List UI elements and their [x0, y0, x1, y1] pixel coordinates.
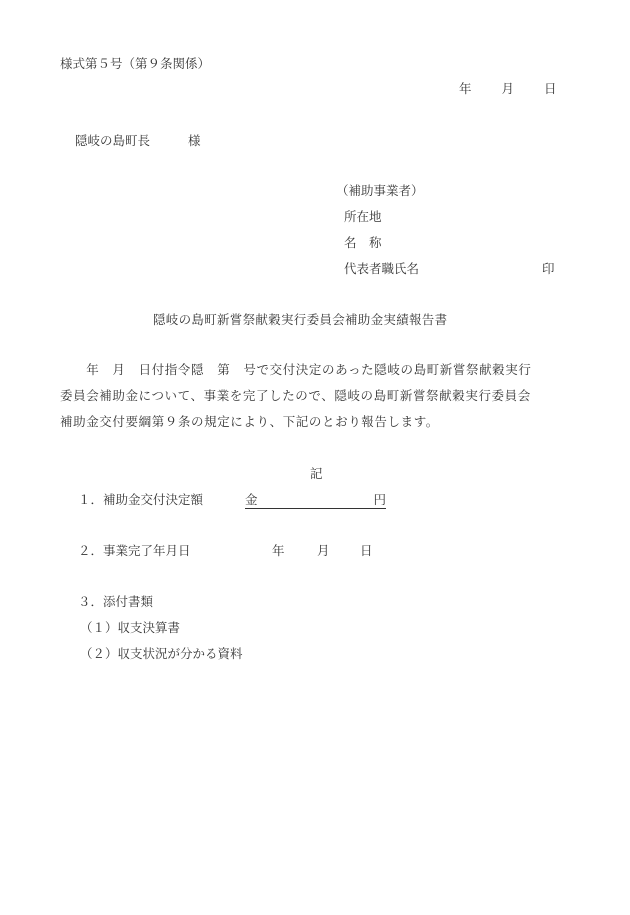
item-1-amount-field	[245, 492, 386, 513]
form-number: 様式第５号（第９条関係）	[60, 56, 211, 71]
item-2-month: 月	[317, 543, 330, 558]
seal-mark: 印	[542, 261, 555, 276]
attachment-1	[80, 620, 180, 636]
item-2-day: 日	[360, 543, 373, 558]
item-2-number: ２．	[78, 543, 104, 558]
addressee-name: 隠岐の島町長	[75, 133, 151, 148]
addressee	[75, 133, 150, 149]
item-1-number: １．	[78, 492, 104, 507]
applicant-representative-label: 代表者職氏名	[344, 261, 420, 276]
body-line-1: 年 月 日付指令隠 第 号で交付決定のあった隠岐の島町新嘗祭献穀実行	[60, 362, 532, 377]
item-1-label: 補助金交付決定額	[103, 492, 204, 507]
date-year-label: 年	[459, 81, 472, 96]
document-title: 隠岐の島町新嘗祭献穀実行委員会補助金実績報告書	[153, 312, 448, 327]
attachment-1-number: （１）	[80, 620, 118, 635]
applicant-address-label: 所在地	[344, 209, 382, 224]
date-month-label: 月	[501, 81, 515, 96]
amount-prefix: 金	[245, 492, 258, 507]
item-2	[78, 543, 191, 559]
item-3-number: ３．	[78, 594, 104, 609]
attachment-1-label: 収支決算書	[117, 620, 181, 635]
item-3	[78, 594, 153, 610]
addressee-honorific: 様	[188, 133, 201, 148]
attachment-2-label: 収支状況が分かる資料	[117, 646, 243, 661]
body-line-2: 委員会補助金について、事業を完了したので、隠岐の島町新嘗祭献穀実行委員会	[60, 388, 531, 403]
body-line-3: 補助金交付要綱第９条の規定により、下記のとおり報告します。	[60, 414, 439, 429]
amount-underline	[245, 492, 386, 509]
date-header	[459, 81, 557, 97]
ki-heading: 記	[310, 466, 323, 481]
attachment-2-number: （２）	[80, 646, 118, 661]
item-2-year: 年	[272, 543, 285, 558]
item-1	[78, 492, 203, 508]
item-2-label: 事業完了年月日	[103, 543, 191, 558]
applicant-name-label: 名 称	[344, 235, 382, 250]
attachment-2	[80, 646, 243, 662]
item-3-label: 添付書類	[103, 594, 154, 609]
applicant-heading: （補助事業者）	[336, 183, 424, 198]
amount-suffix: 円	[373, 492, 386, 507]
date-day-label: 日	[544, 81, 557, 96]
